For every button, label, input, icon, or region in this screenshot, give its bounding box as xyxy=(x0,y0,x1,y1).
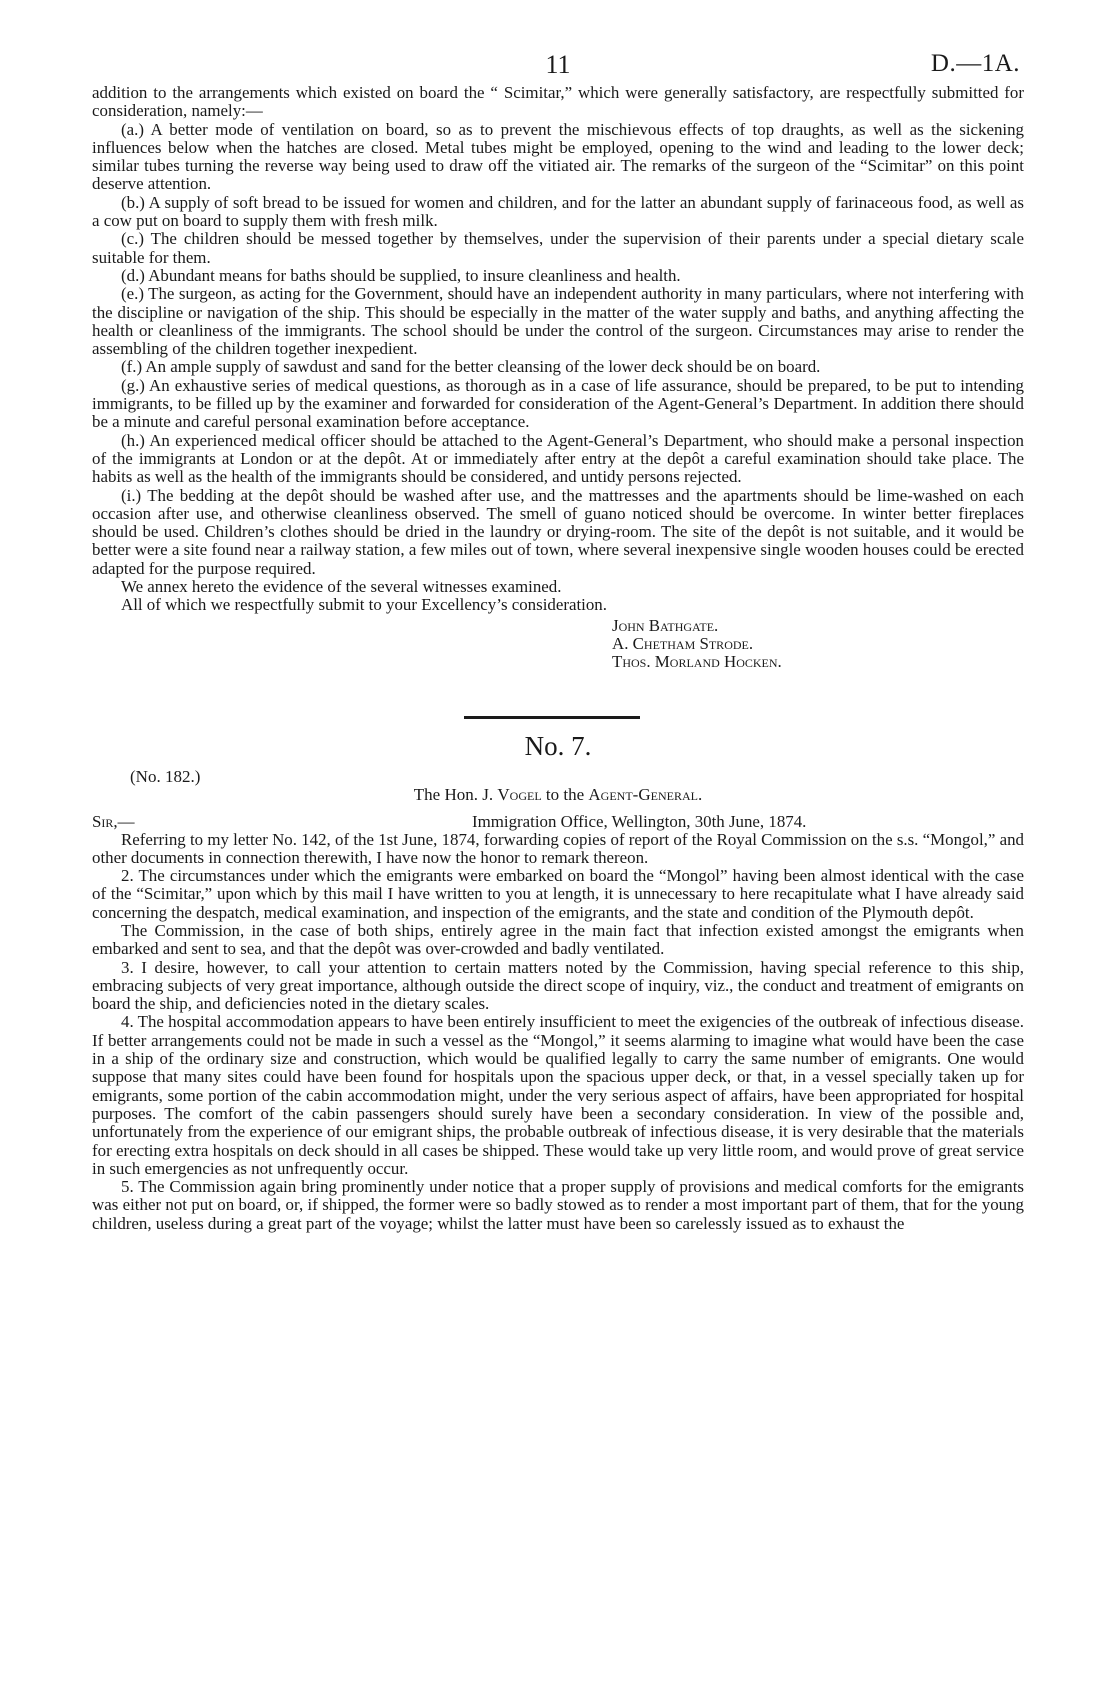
salutation-line xyxy=(92,812,1024,831)
section-divider xyxy=(464,716,640,719)
letter-reference-number: (No. 182.) xyxy=(130,766,201,786)
report-annex: We annex hereto the evidence of the several witnesses examined. xyxy=(121,577,562,597)
letter-title-part: to the xyxy=(541,784,589,804)
report-item-a: (a.) A better mode of ventilation on board, so as to prevent the mischievous effects of top draughts, as well as the sickening influences below when the hatches are closed. Metal tubes might be employed, opening to the wind and leading to the lower deck; similar tubes turning the reverse way being used to draw off the vitiated air. The remarks of the surgeon of the “Scimitar” on this point deserve attention. xyxy=(92,119,1024,194)
letter-paragraph-1: Referring to my letter No. 142, of the 1st June, 1874, forwarding copies of report of the Royal Commission on the s.s. “Mongol,” and other documents in connection therewith, I have now the honor to remark thereon. xyxy=(92,829,1024,867)
report-item-i: (i.) The bedding at the depôt should be washed after use, and the mattresses and the apartments should be lime-washed on each occasion after use, and otherwise cleanliness observed. The smell of guano noticed should be overcome. In winter better fireplaces should be used. Children’s clothes should be dried in the laundry or drying-room. The site of the depôt is not suitable, and it would be better were a site found near a railway station, a few miles out of town, where several inexpensive single wooden houses could be erected adapted for the purpose required. xyxy=(92,485,1024,578)
report-intro: addition to the arrangements which existed on board the “ Scimitar,” which were generally satisfactory, are respectfully submitted for consideration, namely:— xyxy=(92,83,1024,121)
page-number: 11 xyxy=(545,50,571,79)
report-item-c: (c.) The children should be messed together by themselves, under the supervision of their parents under a special dietary scale suitable for them. xyxy=(92,229,1024,267)
signature-block xyxy=(612,617,1024,672)
letter-paragraph-4: 4. The hospital accommodation appears to have been entirely insufficient to meet the exigencies of the outbreak of infectious disease. If better arrangements could not be made in such a vessel as the “Mongol,” it seems alarming to imagine what would have been the case in a ship of the ordinary size and construction, which would be qualified legally to carry the same number of emigrants. One would suppose that many sites could have been found for hospitals upon the spacious upper deck, or that, in a vessel specially taken up for emigrants, some portion of the cabin accommodation might, under the very serious aspect of affairs, have been appropriated for hospital purposes. The comfort of the cabin passengers should surely have been a secondary consideration. In view of the possible and, unfortunately from the experience of our emigrant ships, the probable outbreak of infectious disease, it is very desirable that the materials for erecting extra hospitals on deck should in all cases be shipped. These would take up very little room, and would prove of great service in such emergencies as not unfrequently occur. xyxy=(92,1012,1024,1178)
letter-body xyxy=(92,831,1024,1234)
letter-number-title: No. 7. xyxy=(524,730,592,761)
letter-paragraph-3: 3. I desire, however, to call your attention to certain matters noted by the Commission, having special reference to this ship, embracing subjects of very great importance, although outside the direct scope of inquiry, viz., the conduct and treatment of emigrants on board the ship, and deficiencies noted in the dietary scales. xyxy=(92,957,1024,1014)
signatory: John Bathgate. xyxy=(612,615,719,635)
dateline: Immigration Office, Wellington, 30th June, 1874. xyxy=(472,811,807,831)
report-item-d: (d.) Abundant means for baths should be supplied, to insure cleanliness and health. xyxy=(121,265,681,285)
report-item-b: (b.) A supply of soft bread to be issued for women and children, and for the latter an abundant supply of farinaceous food, as well as a cow put on board to supply them with fresh milk. xyxy=(92,192,1024,231)
report-item-f: (f.) An ample supply of sawdust and sand for the better cleansing of the lower deck should be on board. xyxy=(121,357,821,377)
document-reference: D.—1A. xyxy=(930,50,1020,77)
commission-report xyxy=(92,84,1024,672)
letter-title-part: The Hon. J. xyxy=(413,784,498,804)
letter-paragraph-5: 5. The Commission again bring prominently under notice that a proper supply of provisions and medical comforts for the emigrants was either not put on board, or, if shipped, the former were so badly stowed as to render a most important part of them, that for the young children, useless during a great part of the voyage; whilst the latter must have been so carelessly issued as to exhaust the xyxy=(92,1177,1024,1233)
signatory: A. Chetham Strode. xyxy=(612,633,754,653)
letter-paragraph-2: 2. The circumstances under which the emigrants were embarked on board the “Mongol” having been almost identical with the case of the “Scimitar,” upon which by this mail I have written to you at length, it is unnecessary to here recapitulate what I have already said concerning the despatch, medical examination, and inspection of the emigrants, and the state and condition of the Plymouth depôt. xyxy=(92,866,1024,922)
report-item-e: (e.) The surgeon, as acting for the Government, should have an independent authority in many particulars, where not interfering with the discipline or navigation of the ship. This should be especially in the matter of the water supply and baths, and anything affecting the health or cleanliness of the immigrants. The school should be under the control of the surgeon. Circumstances may arise to render the assembling of the children together inexpedient. xyxy=(92,284,1024,359)
letter-heading xyxy=(92,727,1024,799)
report-item-h: (h.) An experienced medical officer should be attached to the Agent-General’s Department, who should make a personal inspection of the immigrants at London or at the depôt. At or immediately after entry at the depôt a careful examination should take place. The habits as well as the health of the immigrants should be considered, and untidy persons rejected. xyxy=(92,430,1024,487)
signatory: Thos. Morland Hocken. xyxy=(612,652,782,672)
report-item-g: (g.) An exhaustive series of medical questions, as thorough as in a case of life assurance, should be prepared, to be put to intending immigrants, to be filled up by the examiner and forwarded for consideration of the Agent-General’s Department. In addition there should be a minute and careful personal examination before acceptance. xyxy=(92,375,1024,432)
page-header xyxy=(92,44,1024,84)
salutation: Sir,— xyxy=(92,811,135,831)
letter-paragraph-commission: The Commission, in the case of both ships, entirely agree in the main fact that infection existed amongst the emigrants when embarked and sent to sea, and that the depôt was over-crowded and badly ventilated. xyxy=(92,920,1024,959)
document-page xyxy=(92,44,1024,1684)
report-closing: All of which we respectfully submit to your Excellency’s consideration. xyxy=(121,595,607,615)
letter-title-recipient: Agent-General. xyxy=(588,784,703,804)
letter-title-sender: Vogel xyxy=(497,784,542,804)
